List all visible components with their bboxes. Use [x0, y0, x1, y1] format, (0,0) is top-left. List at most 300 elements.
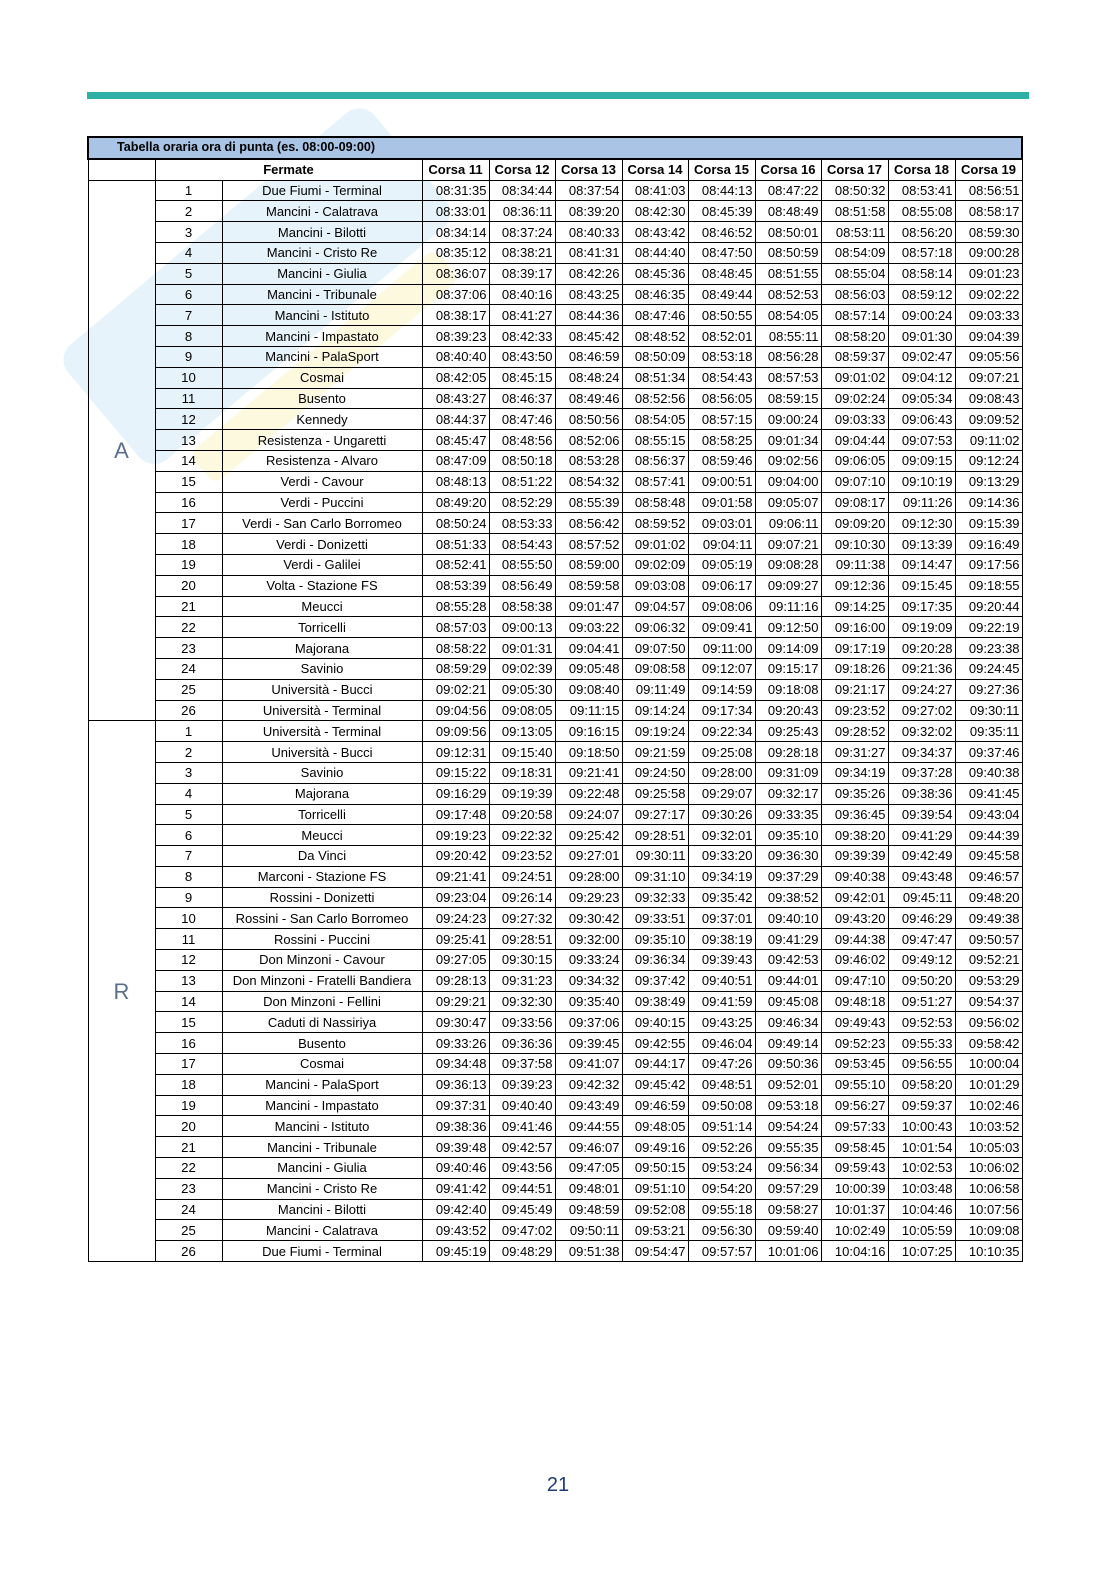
stop-name: Mancini - Giulia — [222, 1158, 422, 1179]
stop-name: Mancini - Calatrava — [222, 201, 422, 222]
time-cell: 08:44:40 — [622, 242, 688, 263]
time-cell: 09:11:38 — [821, 554, 888, 575]
stop-number: 11 — [155, 388, 222, 409]
stop-name: Cosmai — [222, 367, 422, 388]
time-cell: 08:34:14 — [422, 222, 489, 243]
time-cell: 08:57:03 — [422, 617, 489, 638]
time-cell: 08:36:07 — [422, 263, 489, 284]
stop-name: Majorana — [222, 783, 422, 804]
time-cell: 09:32:33 — [622, 887, 688, 908]
time-cell: 09:46:07 — [555, 1137, 622, 1158]
time-cell: 09:06:32 — [622, 617, 688, 638]
time-cell: 09:11:26 — [888, 492, 955, 513]
time-cell: 09:16:49 — [955, 534, 1022, 555]
time-cell: 09:43:25 — [688, 1012, 755, 1033]
time-cell: 08:57:53 — [755, 367, 821, 388]
time-cell: 09:42:49 — [888, 846, 955, 867]
table-row — [88, 242, 1022, 263]
time-cell: 09:36:34 — [622, 950, 688, 971]
time-cell: 08:59:58 — [555, 575, 622, 596]
time-cell: 09:00:24 — [755, 409, 821, 430]
time-cell: 08:47:50 — [688, 242, 755, 263]
time-cell: 09:25:43 — [755, 721, 821, 742]
time-cell: 09:47:10 — [821, 970, 888, 991]
stop-number: 22 — [155, 617, 222, 638]
time-cell: 09:13:29 — [955, 471, 1022, 492]
time-cell: 09:46:04 — [688, 1033, 755, 1054]
time-cell: 08:50:32 — [821, 180, 888, 201]
stop-number: 23 — [155, 638, 222, 659]
time-cell: 09:09:15 — [888, 450, 955, 471]
time-cell: 09:39:54 — [888, 804, 955, 825]
time-cell: 09:08:06 — [688, 596, 755, 617]
stop-number: 11 — [155, 929, 222, 950]
time-cell: 09:29:07 — [688, 783, 755, 804]
time-cell: 09:45:11 — [888, 887, 955, 908]
time-cell: 08:55:28 — [422, 596, 489, 617]
time-cell: 08:51:33 — [422, 534, 489, 555]
table-row — [88, 513, 1022, 534]
table-row — [88, 1095, 1022, 1116]
time-cell: 09:11:16 — [755, 596, 821, 617]
time-cell: 09:18:26 — [821, 658, 888, 679]
table-row — [88, 887, 1022, 908]
time-cell: 09:31:10 — [622, 866, 688, 887]
time-cell: 09:04:41 — [555, 638, 622, 659]
time-cell: 09:40:10 — [755, 908, 821, 929]
time-cell: 09:36:36 — [489, 1033, 555, 1054]
time-cell: 08:57:52 — [555, 534, 622, 555]
time-cell: 08:43:27 — [422, 388, 489, 409]
table-row — [88, 991, 1022, 1012]
time-cell: 09:06:43 — [888, 409, 955, 430]
time-cell: 09:08:40 — [555, 679, 622, 700]
table-row — [88, 430, 1022, 451]
time-cell: 09:15:40 — [489, 742, 555, 763]
time-cell: 09:15:17 — [755, 658, 821, 679]
header-run: Corsa 11 — [422, 159, 489, 180]
time-cell: 08:59:46 — [688, 450, 755, 471]
time-cell: 09:54:37 — [955, 991, 1022, 1012]
time-cell: 09:53:21 — [622, 1220, 688, 1241]
time-cell: 08:37:54 — [555, 180, 622, 201]
table-row — [88, 1012, 1022, 1033]
time-cell: 09:30:11 — [955, 700, 1022, 721]
table-row — [88, 846, 1022, 867]
time-cell: 08:58:22 — [422, 638, 489, 659]
time-cell: 09:11:00 — [688, 638, 755, 659]
time-cell: 08:48:56 — [489, 430, 555, 451]
time-cell: 09:38:36 — [888, 783, 955, 804]
time-cell: 09:05:56 — [955, 346, 1022, 367]
time-cell: 09:28:00 — [555, 866, 622, 887]
stop-name: Verdi - Puccini — [222, 492, 422, 513]
time-cell: 09:44:17 — [622, 1054, 688, 1075]
time-cell: 09:29:21 — [422, 991, 489, 1012]
stop-name: Università - Terminal — [222, 700, 422, 721]
table-row — [88, 762, 1022, 783]
time-cell: 08:52:01 — [688, 326, 755, 347]
time-cell: 09:42:01 — [821, 887, 888, 908]
time-cell: 08:59:30 — [955, 222, 1022, 243]
time-cell: 08:58:20 — [821, 326, 888, 347]
stop-number: 16 — [155, 1033, 222, 1054]
time-cell: 09:08:17 — [821, 492, 888, 513]
time-cell: 08:56:05 — [688, 388, 755, 409]
time-cell: 09:17:34 — [688, 700, 755, 721]
stop-number: 18 — [155, 1074, 222, 1095]
time-cell: 08:42:26 — [555, 263, 622, 284]
time-cell: 10:10:35 — [955, 1241, 1022, 1262]
time-cell: 09:40:46 — [422, 1158, 489, 1179]
stop-name: Verdi - San Carlo Borromeo — [222, 513, 422, 534]
time-cell: 09:04:57 — [622, 596, 688, 617]
time-cell: 10:00:43 — [888, 1116, 955, 1137]
stop-name: Mancini - Bilotti — [222, 222, 422, 243]
time-cell: 09:17:56 — [955, 554, 1022, 575]
header-run: Corsa 13 — [555, 159, 622, 180]
table-row — [88, 180, 1022, 201]
time-cell: 09:37:58 — [489, 1054, 555, 1075]
time-cell: 08:52:29 — [489, 492, 555, 513]
stop-name: Mancini - Impastato — [222, 1095, 422, 1116]
time-cell: 09:28:13 — [422, 970, 489, 991]
time-cell: 09:27:32 — [489, 908, 555, 929]
header-fermate: Fermate — [155, 159, 422, 180]
time-cell: 09:33:35 — [755, 804, 821, 825]
time-cell: 09:53:18 — [755, 1095, 821, 1116]
header-blank-direction — [88, 159, 155, 180]
time-cell: 09:42:53 — [755, 950, 821, 971]
stop-number: 1 — [155, 721, 222, 742]
stop-name: Mancini - Impastato — [222, 326, 422, 347]
time-cell: 09:52:26 — [688, 1137, 755, 1158]
time-cell: 08:42:33 — [489, 326, 555, 347]
time-cell: 08:53:11 — [821, 222, 888, 243]
time-cell: 09:41:29 — [888, 825, 955, 846]
table-row — [88, 534, 1022, 555]
time-cell: 09:24:50 — [622, 762, 688, 783]
time-cell: 09:15:39 — [955, 513, 1022, 534]
table-row — [88, 866, 1022, 887]
time-cell: 09:18:55 — [955, 575, 1022, 596]
time-cell: 08:56:37 — [622, 450, 688, 471]
time-cell: 09:58:27 — [755, 1199, 821, 1220]
table-row — [88, 679, 1022, 700]
time-cell: 09:48:59 — [555, 1199, 622, 1220]
time-cell: 10:00:39 — [821, 1178, 888, 1199]
time-cell: 09:08:28 — [755, 554, 821, 575]
stop-name: Mancini - Cristo Re — [222, 242, 422, 263]
time-cell: 08:41:03 — [622, 180, 688, 201]
stop-name: Due Fiumi - Terminal — [222, 1241, 422, 1262]
time-cell: 09:47:02 — [489, 1220, 555, 1241]
table-row — [88, 450, 1022, 471]
table-row — [88, 222, 1022, 243]
time-cell: 09:24:27 — [888, 679, 955, 700]
time-cell: 08:37:06 — [422, 284, 489, 305]
time-cell: 09:11:02 — [955, 430, 1022, 451]
time-cell: 08:58:38 — [489, 596, 555, 617]
time-cell: 09:16:15 — [555, 721, 622, 742]
time-cell: 09:13:05 — [489, 721, 555, 742]
time-cell: 10:04:46 — [888, 1199, 955, 1220]
table-row — [88, 908, 1022, 929]
time-cell: 09:43:52 — [422, 1220, 489, 1241]
stop-number: 20 — [155, 1116, 222, 1137]
time-cell: 09:41:29 — [755, 929, 821, 950]
time-cell: 08:48:49 — [755, 201, 821, 222]
time-cell: 08:47:09 — [422, 450, 489, 471]
table-row — [88, 783, 1022, 804]
header-run: Corsa 17 — [821, 159, 888, 180]
time-cell: 09:05:48 — [555, 658, 622, 679]
time-cell: 09:45:19 — [422, 1241, 489, 1262]
time-cell: 09:12:50 — [755, 617, 821, 638]
direction-label: R — [88, 721, 155, 1262]
time-cell: 08:52:53 — [755, 284, 821, 305]
time-cell: 09:48:05 — [622, 1116, 688, 1137]
time-cell: 08:40:33 — [555, 222, 622, 243]
stop-number: 1 — [155, 180, 222, 201]
time-cell: 10:05:03 — [955, 1137, 1022, 1158]
time-cell: 09:30:47 — [422, 1012, 489, 1033]
time-cell: 09:02:24 — [821, 388, 888, 409]
stop-number: 13 — [155, 970, 222, 991]
time-cell: 09:05:19 — [688, 554, 755, 575]
time-cell: 09:26:14 — [489, 887, 555, 908]
stop-name: Don Minzoni - Fellini — [222, 991, 422, 1012]
time-cell: 09:17:48 — [422, 804, 489, 825]
time-cell: 09:01:02 — [622, 534, 688, 555]
time-cell: 09:24:45 — [955, 658, 1022, 679]
table-row — [88, 1116, 1022, 1137]
time-cell: 08:53:33 — [489, 513, 555, 534]
stop-name: Mancini - Giulia — [222, 263, 422, 284]
header-run: Corsa 18 — [888, 159, 955, 180]
time-cell: 09:17:35 — [888, 596, 955, 617]
table-row — [88, 617, 1022, 638]
time-cell: 09:39:43 — [688, 950, 755, 971]
time-cell: 09:08:58 — [622, 658, 688, 679]
time-cell: 09:37:06 — [555, 1012, 622, 1033]
time-cell: 09:48:18 — [821, 991, 888, 1012]
time-cell: 10:00:04 — [955, 1054, 1022, 1075]
time-cell: 09:14:59 — [688, 679, 755, 700]
stop-name: Due Fiumi - Terminal — [222, 180, 422, 201]
time-cell: 09:38:20 — [821, 825, 888, 846]
stop-name: Da Vinci — [222, 846, 422, 867]
time-cell: 08:45:36 — [622, 263, 688, 284]
table-row — [88, 1241, 1022, 1262]
time-cell: 08:58:25 — [688, 430, 755, 451]
time-cell: 08:52:41 — [422, 554, 489, 575]
time-cell: 09:01:58 — [688, 492, 755, 513]
time-cell: 09:57:57 — [688, 1241, 755, 1262]
table-row — [88, 658, 1022, 679]
stop-number: 20 — [155, 575, 222, 596]
time-cell: 09:00:24 — [888, 305, 955, 326]
stop-number: 8 — [155, 866, 222, 887]
time-cell: 09:11:15 — [555, 700, 622, 721]
time-cell: 08:45:42 — [555, 326, 622, 347]
time-cell: 09:37:28 — [888, 762, 955, 783]
time-cell: 08:48:24 — [555, 367, 622, 388]
time-cell: 08:47:22 — [755, 180, 821, 201]
time-cell: 09:14:24 — [622, 700, 688, 721]
time-cell: 08:58:48 — [622, 492, 688, 513]
time-cell: 09:45:08 — [755, 991, 821, 1012]
time-cell: 08:56:03 — [821, 284, 888, 305]
time-cell: 08:53:18 — [688, 346, 755, 367]
time-cell: 09:31:23 — [489, 970, 555, 991]
time-cell: 09:24:51 — [489, 866, 555, 887]
header-accent-bar — [87, 92, 1029, 99]
time-cell: 09:46:59 — [622, 1095, 688, 1116]
stop-name: Kennedy — [222, 409, 422, 430]
time-cell: 09:05:07 — [755, 492, 821, 513]
time-cell: 09:35:11 — [955, 721, 1022, 742]
time-cell: 09:50:20 — [888, 970, 955, 991]
time-cell: 09:55:33 — [888, 1033, 955, 1054]
time-cell: 09:39:48 — [422, 1137, 489, 1158]
time-cell: 10:02:49 — [821, 1220, 888, 1241]
time-cell: 09:02:56 — [755, 450, 821, 471]
time-cell: 09:59:37 — [888, 1095, 955, 1116]
time-cell: 08:37:24 — [489, 222, 555, 243]
table-header-row — [88, 159, 1022, 180]
time-cell: 09:05:30 — [489, 679, 555, 700]
time-cell: 09:44:39 — [955, 825, 1022, 846]
time-cell: 09:33:51 — [622, 908, 688, 929]
stop-name: Verdi - Cavour — [222, 471, 422, 492]
time-cell: 09:18:50 — [555, 742, 622, 763]
time-cell: 09:12:07 — [688, 658, 755, 679]
time-cell: 09:42:57 — [489, 1137, 555, 1158]
time-cell: 08:59:12 — [888, 284, 955, 305]
time-cell: 09:45:49 — [489, 1199, 555, 1220]
stop-name: Savinio — [222, 762, 422, 783]
time-cell: 09:14:25 — [821, 596, 888, 617]
header-run: Corsa 12 — [489, 159, 555, 180]
header-run: Corsa 14 — [622, 159, 688, 180]
time-cell: 09:02:21 — [422, 679, 489, 700]
stop-number: 10 — [155, 367, 222, 388]
time-cell: 09:27:05 — [422, 950, 489, 971]
time-cell: 09:21:41 — [422, 866, 489, 887]
time-cell: 09:20:28 — [888, 638, 955, 659]
time-cell: 09:12:31 — [422, 742, 489, 763]
time-cell: 08:54:05 — [755, 305, 821, 326]
time-cell: 09:33:56 — [489, 1012, 555, 1033]
table-row — [88, 1033, 1022, 1054]
time-cell: 09:55:18 — [688, 1199, 755, 1220]
time-cell: 09:06:11 — [755, 513, 821, 534]
time-cell: 09:30:42 — [555, 908, 622, 929]
time-cell: 09:55:10 — [821, 1074, 888, 1095]
time-cell: 09:46:57 — [955, 866, 1022, 887]
table-row — [88, 409, 1022, 430]
time-cell: 09:01:30 — [888, 326, 955, 347]
time-cell: 10:07:25 — [888, 1241, 955, 1262]
timetable — [87, 136, 1023, 1262]
time-cell: 08:58:17 — [955, 201, 1022, 222]
time-cell: 08:58:14 — [888, 263, 955, 284]
time-cell: 08:59:52 — [622, 513, 688, 534]
time-cell: 09:07:53 — [888, 430, 955, 451]
time-cell: 09:28:18 — [755, 742, 821, 763]
time-cell: 09:14:47 — [888, 554, 955, 575]
time-cell: 09:35:10 — [755, 825, 821, 846]
table-row — [88, 263, 1022, 284]
time-cell: 09:07:10 — [821, 471, 888, 492]
time-cell: 09:41:59 — [688, 991, 755, 1012]
time-cell: 09:58:20 — [888, 1074, 955, 1095]
time-cell: 08:45:39 — [688, 201, 755, 222]
time-cell: 10:01:06 — [755, 1241, 821, 1262]
time-cell: 09:50:08 — [688, 1095, 755, 1116]
stop-name: Università - Bucci — [222, 742, 422, 763]
stop-number: 2 — [155, 742, 222, 763]
stop-number: 9 — [155, 887, 222, 908]
time-cell: 08:55:04 — [821, 263, 888, 284]
time-cell: 09:15:22 — [422, 762, 489, 783]
time-cell: 08:57:18 — [888, 242, 955, 263]
time-cell: 09:40:38 — [955, 762, 1022, 783]
time-cell: 09:49:12 — [888, 950, 955, 971]
time-cell: 09:45:58 — [955, 846, 1022, 867]
time-cell: 09:36:45 — [821, 804, 888, 825]
time-cell: 09:25:42 — [555, 825, 622, 846]
table-row — [88, 1137, 1022, 1158]
time-cell: 10:04:16 — [821, 1241, 888, 1262]
stop-number: 23 — [155, 1178, 222, 1199]
table-title: Tabella oraria ora di punta (es. 08:00-09:00) — [88, 137, 1022, 159]
time-cell: 10:03:48 — [888, 1178, 955, 1199]
time-cell: 09:50:57 — [955, 929, 1022, 950]
time-cell: 08:51:22 — [489, 471, 555, 492]
stop-number: 12 — [155, 409, 222, 430]
time-cell: 09:04:00 — [755, 471, 821, 492]
stop-number: 5 — [155, 804, 222, 825]
stop-name: Don Minzoni - Cavour — [222, 950, 422, 971]
time-cell: 09:54:47 — [622, 1241, 688, 1262]
stop-name: Resistenza - Alvaro — [222, 450, 422, 471]
stop-name: Mancini - Tribunale — [222, 1137, 422, 1158]
table-row — [88, 284, 1022, 305]
table-row — [88, 492, 1022, 513]
stop-number: 3 — [155, 222, 222, 243]
table-row — [88, 1220, 1022, 1241]
time-cell: 09:22:32 — [489, 825, 555, 846]
time-cell: 08:42:30 — [622, 201, 688, 222]
time-cell: 08:49:46 — [555, 388, 622, 409]
stop-number: 19 — [155, 1095, 222, 1116]
time-cell: 09:09:20 — [821, 513, 888, 534]
stop-name: Mancini - PalaSport — [222, 346, 422, 367]
stop-name: Marconi - Stazione FS — [222, 866, 422, 887]
time-cell: 09:00:28 — [955, 242, 1022, 263]
stop-name: Meucci — [222, 825, 422, 846]
time-cell: 08:39:17 — [489, 263, 555, 284]
stop-name: Mancini - Calatrava — [222, 1220, 422, 1241]
stop-number: 2 — [155, 201, 222, 222]
direction-label: A — [88, 180, 155, 721]
time-cell: 09:39:39 — [821, 846, 888, 867]
time-cell: 09:43:04 — [955, 804, 1022, 825]
time-cell: 09:27:36 — [955, 679, 1022, 700]
header-run: Corsa 15 — [688, 159, 755, 180]
